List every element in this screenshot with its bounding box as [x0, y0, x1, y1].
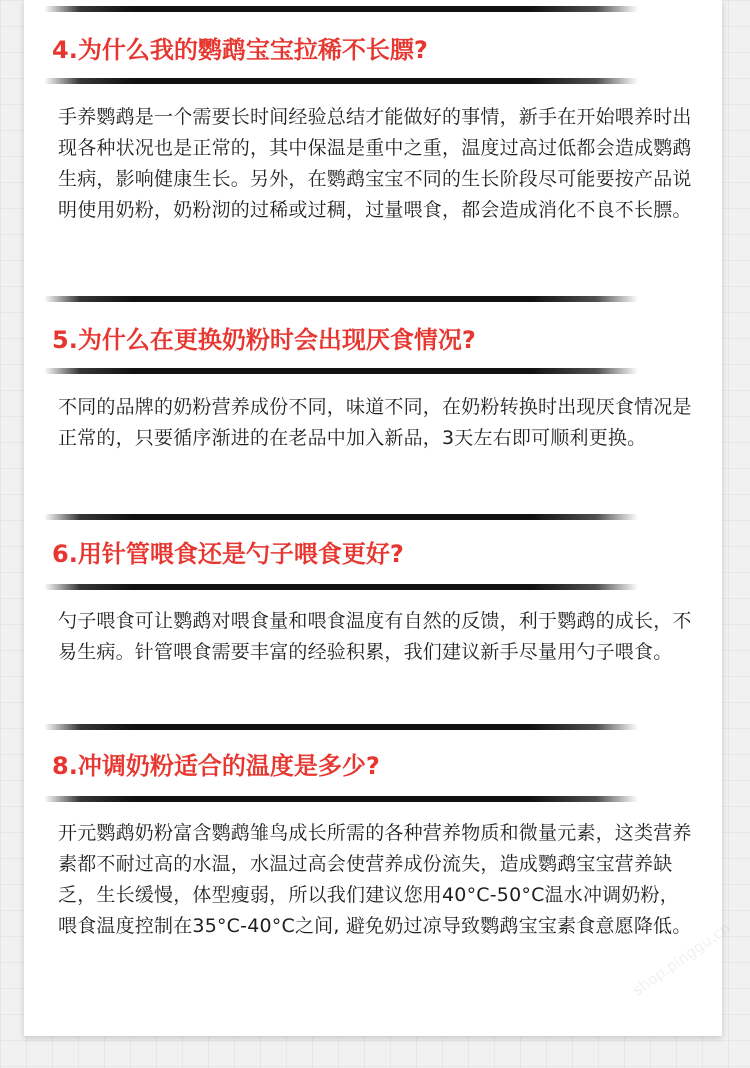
- question-title-4: 4.为什么我的鹦鹉宝宝拉稀不长膘?: [52, 36, 428, 64]
- question-title-6: 6.用针管喂食还是勺子喂食更好?: [52, 540, 404, 568]
- section-divider: [44, 724, 638, 730]
- answer-text-5: 不同的品牌的奶粉营养成份不同，味道不同，在奶粉转换时出现厌食情况是正常的，只要循序渐进的在老品中加入新品，3天左右即可顺利更换。: [58, 396, 692, 449]
- section-divider: [44, 584, 638, 590]
- answer-text-4: 手养鹦鹉是一个需要长时间经验总结才能做好的事情，新手在开始喂养时出现各种状况也是正常的，其中保温是重中之重，温度过高过低都会造成鹦鹉生病，影响健康生长。另外，在鹦鹉宝宝不同的生长阶段尽可能要按产品说明使用奶粉，奶粉沏的过稀或过稠，过量喂食，都会造成消化不良不长膘。: [58, 106, 692, 221]
- section-divider: [44, 78, 638, 84]
- watermark-text: shop.pinggu.cn: [629, 918, 734, 1000]
- section-divider: [44, 296, 638, 302]
- question-title-5: 5.为什么在更换奶粉时会出现厌食情况?: [52, 326, 476, 354]
- question-title-8: 8.冲调奶粉适合的温度是多少?: [52, 752, 380, 780]
- answer-text-6: 勺子喂食可让鹦鹉对喂食量和喂食温度有自然的反馈，利于鹦鹉的成长，不易生病。针管喂食需要丰富的经验积累，我们建议新手尽量用勺子喂食。: [58, 610, 692, 663]
- section-divider: [44, 368, 638, 374]
- section-divider: [44, 514, 638, 520]
- section-divider: [44, 796, 638, 802]
- answer-text-8: 开元鹦鹉奶粉富含鹦鹉雏鸟成长所需的各种营养物质和微量元素，这类营养素都不耐过高的水温，水温过高会使营养成份流失，造成鹦鹉宝宝营养缺乏，生长缓慢，体型瘦弱，所以我们建议您用40°C-50°C温水冲调奶粉，喂食温度控制在35°C-40°C之间, 避免奶过凉导致鹦鹉宝宝素食意愿降低。: [58, 822, 692, 937]
- section-divider: [44, 6, 638, 12]
- faq-card: [24, 0, 722, 1036]
